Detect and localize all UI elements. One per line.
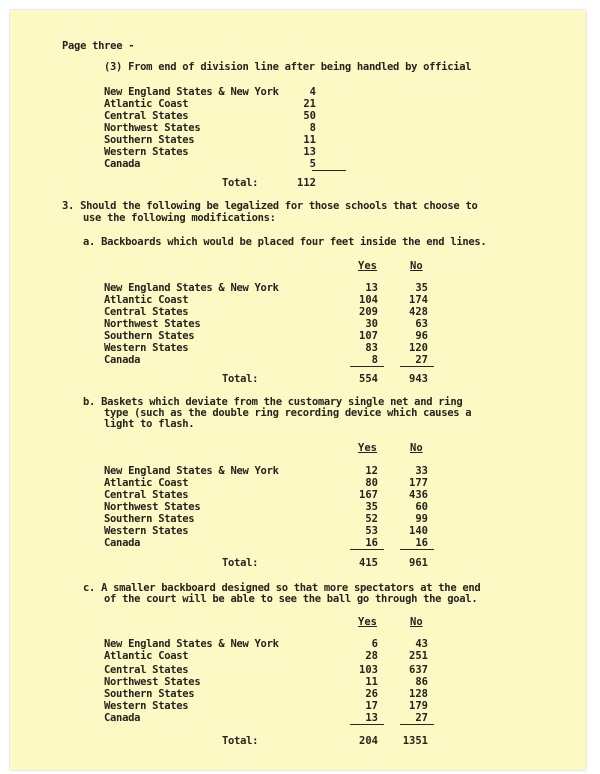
part-b-no-header: No xyxy=(410,442,423,454)
part-a-no-sum-rule xyxy=(400,366,434,367)
part-c-line1: c. A smaller backboard designed so that more spectators at the end xyxy=(83,582,481,594)
section1-region-label: New England States & New York xyxy=(104,86,279,98)
part-c-yes-value: 26 xyxy=(365,688,378,700)
part-b-no-sum-rule xyxy=(400,549,434,550)
part-a-region-label: Western States xyxy=(104,342,189,354)
part-b-no-value: 16 xyxy=(415,537,428,549)
part-c-yes-value: 17 xyxy=(365,700,378,712)
part-b-yes-value: 16 xyxy=(365,537,378,549)
part-b-yes-value: 52 xyxy=(365,513,378,525)
part-c-no-header: No xyxy=(410,616,423,628)
section1-region-label: Central States xyxy=(104,110,189,122)
part-c-no-sum-rule xyxy=(400,724,434,725)
part-a-yes-value: 83 xyxy=(365,342,378,354)
part-a-yes-value: 209 xyxy=(359,306,378,318)
part-a-no-value: 428 xyxy=(409,306,428,318)
section1-value: 5 xyxy=(309,158,316,170)
part-c-total-yes: 204 xyxy=(359,735,378,747)
part-c-yes-value: 103 xyxy=(359,664,378,676)
part-c-yes-sum-rule xyxy=(350,724,384,725)
part-b-yes-value: 35 xyxy=(365,501,378,513)
part-b-region-label: Western States xyxy=(104,525,189,537)
part-b-line1: b. Baskets which deviate from the customary single net and ring xyxy=(83,396,463,408)
part-c-no-value: 128 xyxy=(409,688,428,700)
part-a-no-header: No xyxy=(410,260,423,272)
question3-line2: use the following modifications: xyxy=(83,212,276,224)
part-a-region-label: New England States & New York xyxy=(104,282,279,294)
part-b-yes-sum-rule xyxy=(350,549,384,550)
part-a-text: a. Backboards which would be placed four feet inside the end lines. xyxy=(83,236,487,248)
section1-sum-rule xyxy=(312,170,346,171)
section1-total-value: 112 xyxy=(297,177,316,189)
part-b-no-value: 33 xyxy=(415,465,428,477)
part-a-region-label: Central States xyxy=(104,306,189,318)
part-a-region-label: Canada xyxy=(104,354,141,366)
part-b-total-label: Total: xyxy=(222,557,259,569)
part-b-no-value: 140 xyxy=(409,525,428,537)
part-b-no-value: 436 xyxy=(409,489,428,501)
part-b-yes-header: Yes xyxy=(358,442,377,454)
section1-region-label: Southern States xyxy=(104,134,195,146)
section1-value: 4 xyxy=(309,86,316,98)
part-c-yes-value: 13 xyxy=(365,712,378,724)
part-a-no-value: 63 xyxy=(415,318,428,330)
part-a-no-value: 120 xyxy=(409,342,428,354)
part-c-total-no: 1351 xyxy=(402,735,428,747)
part-c-region-label: Western States xyxy=(104,700,189,712)
part-a-yes-value: 13 xyxy=(365,282,378,294)
part-b-total-yes: 415 xyxy=(359,557,378,569)
part-b-region-label: New England States & New York xyxy=(104,465,279,477)
part-a-no-value: 27 xyxy=(415,354,428,366)
page-heading: Page three - xyxy=(62,40,135,52)
part-c-no-value: 251 xyxy=(409,650,428,662)
part-b-no-value: 177 xyxy=(409,477,428,489)
part-b-no-value: 60 xyxy=(415,501,428,513)
question3-line1: 3. Should the following be legalized for those schools that choose to xyxy=(62,200,478,212)
part-c-yes-value: 11 xyxy=(365,676,378,688)
section1-value: 50 xyxy=(303,110,316,122)
part-b-region-label: Southern States xyxy=(104,513,195,525)
part-c-no-value: 27 xyxy=(415,712,428,724)
part-a-region-label: Southern States xyxy=(104,330,195,342)
part-c-region-label: Canada xyxy=(104,712,141,724)
part-b-yes-value: 80 xyxy=(365,477,378,489)
part-a-no-value: 174 xyxy=(409,294,428,306)
part-b-yes-value: 12 xyxy=(365,465,378,477)
part-b-line2: type (such as the double ring recording device which causes a xyxy=(104,407,472,419)
part-b-line3: light to flash. xyxy=(104,418,195,430)
part-b-region-label: Northwest States xyxy=(104,501,201,513)
part-c-yes-value: 6 xyxy=(371,638,378,650)
part-a-yes-header: Yes xyxy=(358,260,377,272)
part-c-region-label: Northwest States xyxy=(104,676,201,688)
part-c-region-label: Atlantic Coast xyxy=(104,650,189,662)
section1-value: 11 xyxy=(303,134,316,146)
part-b-region-label: Atlantic Coast xyxy=(104,477,189,489)
section1-subtitle: (3) From end of division line after being handled by official xyxy=(104,61,472,73)
part-b-yes-value: 167 xyxy=(359,489,378,501)
part-b-yes-value: 53 xyxy=(365,525,378,537)
section1-region-label: Western States xyxy=(104,146,189,158)
part-b-no-value: 99 xyxy=(415,513,428,525)
part-a-yes-value: 104 xyxy=(359,294,378,306)
part-c-no-value: 86 xyxy=(415,676,428,688)
section1-region-label: Northwest States xyxy=(104,122,201,134)
section1-value: 21 xyxy=(303,98,316,110)
part-a-region-label: Northwest States xyxy=(104,318,201,330)
section1-region-label: Atlantic Coast xyxy=(104,98,189,110)
section1-value: 13 xyxy=(303,146,316,158)
part-a-yes-sum-rule xyxy=(350,366,384,367)
part-c-region-label: Central States xyxy=(104,664,189,676)
part-c-no-value: 179 xyxy=(409,700,428,712)
section1-region-label: Canada xyxy=(104,158,141,170)
part-a-region-label: Atlantic Coast xyxy=(104,294,189,306)
part-a-yes-value: 8 xyxy=(371,354,378,366)
part-c-region-label: Southern States xyxy=(104,688,195,700)
part-c-region-label: New England States & New York xyxy=(104,638,279,650)
part-a-yes-value: 107 xyxy=(359,330,378,342)
part-c-yes-value: 28 xyxy=(365,650,378,662)
document-page xyxy=(10,10,586,770)
part-c-yes-header: Yes xyxy=(358,616,377,628)
section1-total-label: Total: xyxy=(222,177,259,189)
part-b-region-label: Canada xyxy=(104,537,141,549)
part-b-total-no: 961 xyxy=(409,557,428,569)
part-c-no-value: 637 xyxy=(409,664,428,676)
section1-value: 8 xyxy=(309,122,316,134)
part-a-no-value: 96 xyxy=(415,330,428,342)
part-a-yes-value: 30 xyxy=(365,318,378,330)
part-c-line2: of the court will be able to see the ball go through the goal. xyxy=(104,593,478,605)
part-a-no-value: 35 xyxy=(415,282,428,294)
part-a-total-no: 943 xyxy=(409,373,428,385)
part-c-total-label: Total: xyxy=(222,735,259,747)
part-a-total-label: Total: xyxy=(222,373,259,385)
part-b-region-label: Central States xyxy=(104,489,189,501)
part-a-total-yes: 554 xyxy=(359,373,378,385)
part-c-no-value: 43 xyxy=(415,638,428,650)
